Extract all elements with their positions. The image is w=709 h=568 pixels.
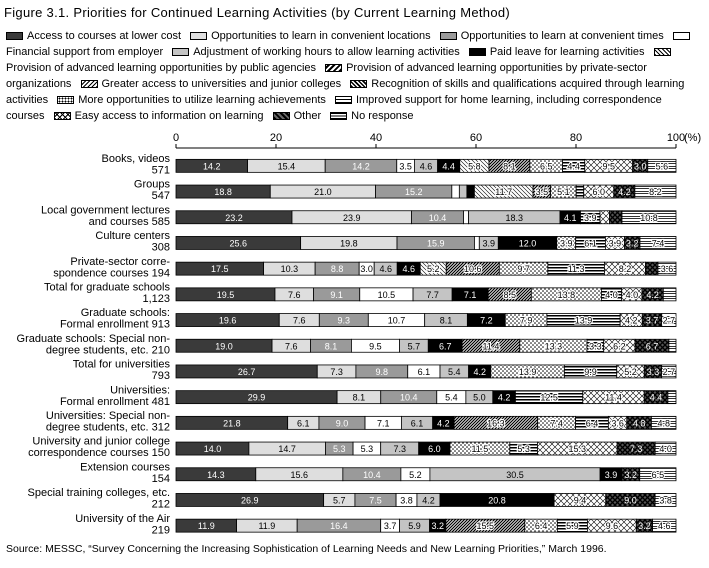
data-label: 4.2 [437,418,450,429]
data-label: 3.6 [660,264,674,275]
legend-label: Adjustment of working hours to allow learning activities [193,46,460,58]
data-label: 10.6 [464,264,482,275]
data-label: 7.7 [426,289,439,300]
data-label: 4.6 [379,264,392,275]
data-label: 9.6 [605,521,619,532]
data-label: 15.3 [568,444,587,455]
data-label: 23.9 [342,212,361,223]
category-label: 1,123 [142,293,170,305]
data-label: 8.5 [503,289,517,300]
data-label: 8.1 [503,161,516,172]
data-label: 8.8 [330,264,344,275]
category-label: University and junior college [32,435,170,448]
category-label: Graduate schools: Special non- [16,332,170,345]
data-label: 13.9 [574,315,593,326]
data-label: 6.2 [613,341,626,352]
data-label: 4.2 [473,366,486,377]
category-label: Total for graduate schools [44,281,170,294]
data-label: 6.5 [539,161,553,172]
data-label: 9.0 [335,418,349,429]
data-label: 6.4 [585,418,599,429]
data-label: 19.8 [340,238,358,249]
data-label: 9.3 [337,315,351,326]
data-label: 7.4 [550,418,563,429]
data-label: 4.8 [657,418,670,429]
bar-segment [576,185,584,198]
data-label: 16.3 [487,418,505,429]
bar-segment [663,288,676,301]
data-label: 15.6 [290,469,309,480]
data-label: 13.9 [518,366,537,377]
data-label: 7.9 [519,315,533,326]
data-label: 6.4 [534,521,548,532]
data-label: 3.9 [608,238,622,249]
data-label: 4.6 [402,264,415,275]
data-label: 7.4 [651,238,665,249]
x-tick-label: 40 [369,132,383,144]
legend-label: Opportunities to learn in convenient locations [211,30,431,42]
data-label: 3.0 [633,161,647,172]
data-label: 3.0 [360,264,373,275]
data-label: 6.1 [410,418,424,429]
data-label: 5.2 [409,469,422,480]
data-label: 5.2 [426,264,440,275]
data-label: 5.4 [445,392,458,403]
data-label: 25.6 [229,238,248,249]
x-tick-label: 100 [666,132,686,144]
data-label: 15.5 [476,521,495,532]
data-label: 9.9 [584,366,597,377]
x-tick-label: 80 [569,132,583,144]
category-label: Groups [133,178,170,191]
data-label: 4.0 [625,289,639,300]
data-label: 4.2 [422,495,435,506]
bar-segment [459,185,467,198]
data-label: 14.3 [207,469,225,480]
data-label: 5.3 [360,444,374,455]
category-label: Books, videos [101,153,170,165]
data-label: 4.4 [442,161,455,172]
data-label: 19.6 [218,315,237,326]
data-label: 2.7 [662,315,676,326]
category-label: University of the Air [75,512,170,525]
data-label: 8.2 [618,264,632,275]
data-label: 17.5 [211,264,229,275]
data-label: 3.9 [482,238,496,249]
data-label: 7.5 [369,495,382,506]
category-label: degree students, etc. 312 [45,421,170,434]
category-label: 308 [151,241,170,254]
data-label: 3.2 [431,521,444,532]
bar-segment [610,211,623,224]
data-label: 21.0 [314,187,332,198]
data-label: 14.2 [203,161,221,172]
category-label: Special training colleges, etc. [27,487,170,500]
data-label: 10.5 [377,289,396,300]
x-tick-label: 20 [269,132,283,144]
legend-label: No response [351,110,414,122]
data-label: 19.5 [216,289,235,300]
data-label: 29.9 [247,392,266,403]
data-label: 7.1 [463,289,477,300]
data-label: 2.7 [662,366,676,377]
data-label: 3.5 [535,187,549,198]
data-label: 10.3 [280,264,299,275]
data-label: 11.9 [197,521,215,532]
legend-label: Opportunities to learn at convenient times [460,30,664,42]
category-label: Universities: Special non- [45,410,170,422]
data-label: 3.3 [646,366,660,377]
data-label: 5.9 [566,521,579,532]
data-label: 3.3 [589,341,602,352]
category-label: 793 [151,370,170,383]
data-label: 14.7 [278,444,296,455]
legend-label: Paid leave for learning activities [489,46,645,58]
data-label: 13.3 [544,341,563,352]
data-label: 3.7 [645,315,659,326]
category-label: Formal enrollment 481 [59,395,170,408]
data-label: 10.8 [640,212,658,223]
category-label: 219 [151,524,170,537]
category-label: Universities: [110,384,170,397]
data-label: 11.4 [482,341,500,352]
data-label: 4.2 [497,392,511,403]
data-label: 9.0 [624,495,637,506]
data-label: 6.0 [428,444,441,455]
data-label: 9.4 [573,495,587,506]
data-label: 9.7 [517,264,530,275]
category-label: degree students, etc. 210 [45,344,170,357]
data-label: 11.3 [567,264,585,275]
data-label: 3.9 [583,212,597,223]
data-label: 11.7 [495,187,513,198]
data-label: 7.3 [330,366,343,377]
data-label: 11.4 [605,392,622,403]
data-label: 3.9 [604,469,618,480]
data-label: 5.8 [468,161,481,172]
data-label: 6.7 [645,341,659,352]
data-label: 5.0 [473,392,486,403]
data-label: 18.8 [214,187,232,198]
data-label: 4.0 [659,444,672,455]
data-label: 9.8 [375,366,389,377]
data-label: 10.4 [363,469,381,480]
data-label: 3.5 [399,161,412,172]
data-label: 4.0 [605,289,618,300]
data-label: 9.5 [369,341,382,352]
category-label: 154 [151,472,170,485]
data-label: 18.3 [505,212,524,223]
legend-label: Recognition of skills and qualifications acquired through learning activities [6,78,685,106]
data-label: 15.9 [426,238,445,249]
data-label: 6.0 [592,187,606,198]
bar-segment [600,211,610,224]
data-label: 6.5 [651,469,665,480]
data-label: 7.3 [393,444,406,455]
data-label: 5.3 [333,444,346,455]
data-label: 6.7 [438,341,452,352]
data-label: 15.4 [277,161,296,172]
chart-title: Figure 3.1. Priorities for Continued Learning Activities (by Current Learning Method) [4,5,511,20]
bar-segment [668,391,676,404]
category-label: Graduate schools: [80,307,170,320]
data-label: 7.1 [376,418,390,429]
category-label: 212 [151,498,170,511]
data-label: 3.6 [611,418,624,429]
data-label: 7.6 [285,341,298,352]
bar-segment [464,211,469,224]
legend-label: Provision of advanced learning opportunities by public agencies [6,62,317,74]
data-label: 4.1 [563,212,577,223]
legend-label: More opportunities to utilize learning achievements [78,94,326,106]
data-label: 11.9 [258,521,276,532]
data-label: 7.6 [293,315,306,326]
data-label: 4.2 [618,187,631,198]
bar-segment [474,236,479,249]
data-label: 23.2 [225,212,243,223]
data-label: 10.4 [399,392,418,403]
data-label: 9.1 [330,289,343,300]
category-label: and courses 585 [88,215,170,228]
data-label: 3.2 [638,521,651,532]
category-label: Private-sector corre- [70,255,170,268]
data-label: 4.4 [567,161,580,172]
category-label: Culture centers [95,230,170,243]
data-label: 13.8 [557,289,576,300]
data-label: 4.8 [632,418,646,429]
data-label: 21.8 [223,418,241,429]
legend-label: Financial support from employer [6,46,164,58]
data-label: 4.2 [624,315,638,326]
data-label: 8.1 [352,392,366,403]
category-label: 547 [151,190,170,203]
data-label: 19.0 [215,341,233,352]
data-label: 4.6 [658,521,671,532]
data-label: 3.8 [659,495,672,506]
bar-segment [467,185,475,198]
data-label: 3.2 [624,469,638,480]
data-label: 5.7 [333,495,346,506]
legend-label: Other [293,110,322,122]
data-label: 8.1 [324,341,338,352]
data-label: 10.7 [387,315,406,326]
data-label: 5.3 [517,444,530,455]
legend-label: Easy access to information on learning [74,110,264,122]
data-label: 4.2 [646,289,659,300]
data-label: 20.8 [488,495,506,506]
data-label: 16.4 [330,521,348,532]
category-label: Local government lectures [40,204,170,217]
data-label: 5.1 [557,187,570,198]
data-label: 5.4 [448,366,461,377]
data-label: 8.2 [649,187,662,198]
data-label: 6.1 [417,366,431,377]
data-label: 5.7 [407,341,421,352]
source-note: Source: MESSC, “Survey Concerning the Increasing Sophistication of Learning Needs and New Learning Priorities,” March 1996. [6,543,607,555]
category-label: Total for universities [72,358,170,371]
data-label: 15.2 [404,187,423,198]
legend-label: Greater access to universities and junior colleges [101,78,342,90]
data-label: 14.0 [203,444,222,455]
data-label: 30.5 [506,469,524,480]
category-label: 571 [151,164,170,177]
data-label: 5.2 [624,366,637,377]
data-label: 4.6 [419,161,433,172]
data-label: 4.4 [649,392,663,403]
legend-label: Improved support for home learning, including correspondence courses [6,94,662,122]
legend-label: Provision of advanced learning opportunities by private-sector organizations [6,62,647,90]
category-label: Formal enrollment 913 [59,318,170,331]
data-label: 8.1 [439,315,453,326]
data-label: 26.9 [241,495,259,506]
axis-unit: (%) [684,132,702,144]
data-label: 3.8 [400,495,413,506]
legend-label: Access to courses at lower cost [27,30,182,42]
category-label: correspondence courses 150 [28,447,170,460]
data-label: 5.6 [655,161,669,172]
data-label: 26.7 [237,366,256,377]
x-tick-label: 0 [172,132,180,144]
x-tick-label: 60 [469,132,483,144]
bar-segment [645,262,658,275]
data-label: 10.4 [428,212,447,223]
data-label: 3.9 [559,238,573,249]
bar-segment [452,185,460,198]
data-label: 7.6 [288,289,301,300]
data-label: 12.5 [540,392,558,403]
data-label: 6.1 [297,418,310,429]
data-label: 12.0 [518,238,537,249]
data-label: 7.2 [480,315,493,326]
category-label: spondence courses 194 [53,267,170,280]
data-label: 3.2 [625,238,639,249]
data-label: 6.1 [584,238,597,249]
category-label: Extension courses [80,461,170,474]
data-label: 3.7 [383,521,397,532]
bar-segment [669,339,676,352]
data-label: 14.2 [352,161,370,172]
data-label: 11.5 [471,444,489,455]
data-label: 9.5 [602,161,615,172]
data-label: 5.9 [408,521,421,532]
data-label: 7.3 [629,444,643,455]
